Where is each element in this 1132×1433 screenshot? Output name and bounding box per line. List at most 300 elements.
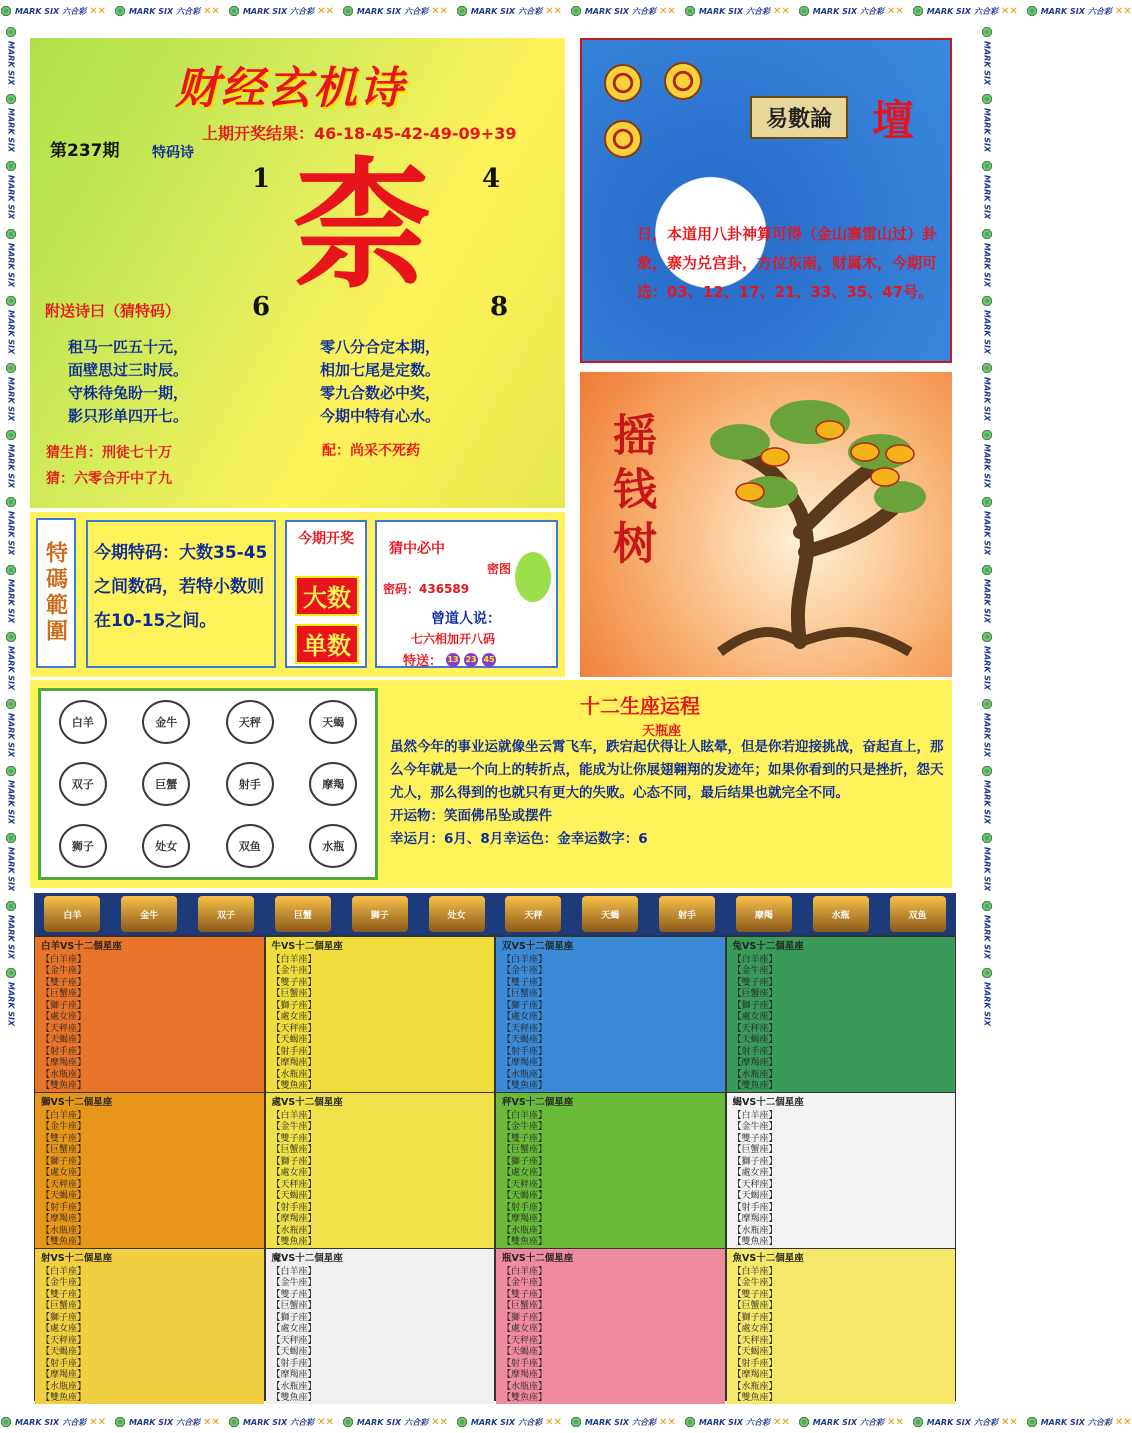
zodiac-sign-icon: 白羊 (59, 700, 107, 744)
border-logo: MARK SIX 六合彩 ✕✕ (798, 1416, 904, 1428)
panel-row: 【天蝎座】 (732, 1191, 778, 1201)
compat-panel (266, 1093, 495, 1248)
border-logo: MARK SIX (5, 160, 17, 219)
border-logo: MARK SIX 六合彩 ✕✕ (684, 5, 790, 17)
border-logo: MARK SIX (5, 295, 17, 354)
border-logo: MARK SIX 六合彩 ✕✕ (570, 5, 676, 17)
panel-row: 【巨蟹座】 (271, 1301, 317, 1311)
compat-panel (727, 1249, 956, 1404)
border-logo: MARK SIX (981, 564, 993, 623)
panel-row: 【雙子座】 (502, 1133, 548, 1144)
panel-row: 【巨蟹座】 (732, 989, 778, 999)
panel-row: 【金牛座】 (502, 966, 548, 976)
border-logo: MARK SIX (5, 26, 17, 85)
ball: 23 (464, 653, 478, 667)
panel-head: 獅VS十二個星座 (41, 1097, 113, 1108)
compat-panel (35, 1093, 264, 1248)
border-logo: MARK SIX (981, 295, 993, 354)
border-bottom (0, 1411, 1132, 1433)
panel-row: 【巨蟹座】 (502, 1301, 548, 1311)
border-logo: MARK SIX 六合彩 ✕✕ (0, 5, 106, 17)
tag-big: 大数 (295, 576, 359, 616)
panel-row: 【獅子座】 (502, 1000, 548, 1011)
panel-row: 【水瓶座】 (732, 1225, 778, 1236)
panel-row: 【射手座】 (271, 1202, 317, 1213)
panel-row: 【摩羯座】 (41, 1058, 87, 1068)
flower-icon (981, 295, 993, 307)
border-logo: MARK SIX 六合彩 ✕✕ (342, 5, 448, 17)
yishu-tan: 壇 (872, 96, 915, 145)
zodiac-icon: 巨蟹 (275, 896, 331, 932)
panel-row: 【處女座】 (271, 1324, 317, 1334)
flower-icon (981, 93, 993, 105)
flower-icon (981, 631, 993, 643)
flower-icon (456, 5, 468, 17)
zodiac-sign-icon: 双子 (59, 762, 107, 806)
border-logo: MARK SIX (981, 160, 993, 219)
open-box (285, 520, 367, 668)
panel-row: 【天蝎座】 (502, 1035, 548, 1045)
number-1: 1 (252, 164, 271, 194)
border-logo: MARK SIX 六合彩 ✕✕ (1026, 1416, 1132, 1428)
zodiac-icon: 摩羯 (736, 896, 792, 932)
panel-row: 【雙子座】 (732, 1133, 778, 1144)
flower-icon (5, 362, 17, 374)
flower-icon (981, 429, 993, 441)
panel-row: 【摩羯座】 (271, 1058, 317, 1068)
panel-row: 【雙子座】 (732, 1289, 778, 1300)
secret-seal-icon (515, 552, 551, 602)
compat-panel (266, 937, 495, 1092)
panel-head: 秤VS十二個星座 (502, 1097, 574, 1108)
zodiac-icon: 水瓶 (813, 896, 869, 932)
panel-head: 蝎VS十二個星座 (732, 1097, 804, 1108)
panel-head: 處VS十二個星座 (271, 1097, 343, 1108)
border-logo: MARK SIX (981, 93, 993, 152)
panel-row: 【天秤座】 (41, 1023, 87, 1034)
panel-row: 【雙子座】 (271, 1289, 317, 1300)
panel-row: 【獅子座】 (41, 1156, 87, 1167)
flower-icon (342, 1416, 354, 1428)
panel-row: 【天秤座】 (732, 1179, 778, 1190)
panel-row: 【天蝎座】 (732, 1347, 778, 1357)
border-logo: MARK SIX (5, 900, 17, 959)
panel-row: 【雙子座】 (41, 977, 87, 988)
flower-icon (981, 228, 993, 240)
compat-panel (727, 1093, 956, 1248)
flower-icon (0, 5, 12, 17)
zodiac-sign-icon: 天秤 (226, 700, 274, 744)
panel-row: 【水瓶座】 (732, 1069, 778, 1080)
panel-row: 【雙子座】 (271, 1133, 317, 1144)
panel-row: 【天秤座】 (502, 1179, 548, 1190)
flower-icon (981, 160, 993, 172)
poem-title: 财经玄机诗 (175, 63, 405, 114)
panel-row: 【金牛座】 (41, 1122, 87, 1132)
panel-row: 【白羊座】 (271, 954, 317, 965)
flower-icon (5, 93, 17, 105)
panel-head: 兔VS十二個星座 (732, 941, 804, 952)
flower-icon (5, 295, 17, 307)
panel-row: 【巨蟹座】 (41, 989, 87, 999)
panel-row: 【天蝎座】 (41, 1191, 87, 1201)
panel-row: 【巨蟹座】 (41, 1301, 87, 1311)
panel-row: 【雙魚座】 (732, 1393, 778, 1403)
compat-panel (727, 937, 956, 1092)
border-logo: MARK SIX (981, 429, 993, 488)
panel-row: 【處女座】 (502, 1012, 548, 1022)
compat-panel (266, 1249, 495, 1404)
panel-row: 【處女座】 (732, 1012, 778, 1022)
panel-row: 【射手座】 (502, 1046, 548, 1057)
verse-left: 租马一匹五十元， 面壁思过三时辰。 守株待兔盼一期， 影只形单四开七。 (68, 338, 189, 425)
panel-row: 【天秤座】 (271, 1179, 317, 1190)
panel-row: 【處女座】 (732, 1168, 778, 1178)
panel-row: 【天秤座】 (41, 1179, 87, 1190)
zodiac-sign-icon: 射手 (226, 762, 274, 806)
flower-icon (981, 564, 993, 576)
panel-row: 【巨蟹座】 (502, 1145, 548, 1155)
panel-row: 【摩羯座】 (41, 1214, 87, 1224)
panel-row: 【處女座】 (41, 1012, 87, 1022)
panel-row: 【水瓶座】 (732, 1381, 778, 1392)
panel-head: 魚VS十二個星座 (732, 1253, 804, 1264)
coin-icon (664, 62, 702, 100)
border-logo: MARK SIX 六合彩 ✕✕ (798, 5, 904, 17)
panel-row: 【金牛座】 (732, 966, 778, 976)
panel-row: 【摩羯座】 (502, 1370, 548, 1380)
border-logo: MARK SIX 六合彩 ✕✕ (684, 1416, 790, 1428)
zodiac-body: 虽然今年的事业运就像坐云霄飞车，跌宕起伏得让人眩晕，但是你若迎接挑战，奋起直上，那么今年就是一个向上的转折点，能成为让你展翅翱翔的发迹年；如果你看到的只是挫折，怨天尤人，那么得到的也就只有更大的失败。心态不同，最后结果也就完全不同。 开运物：笑面佛吊坠或摆件 幸运月：6月、8月幸运色：金幸运数字：6 (390, 739, 944, 847)
panel-row: 【射手座】 (271, 1046, 317, 1057)
panel-row: 【雙魚座】 (732, 1237, 778, 1247)
border-logo: MARK SIX (5, 765, 17, 824)
border-left (0, 22, 22, 1411)
panel-row: 【摩羯座】 (732, 1214, 778, 1224)
money-tree-panel (580, 372, 952, 677)
panel-row: 【水瓶座】 (41, 1225, 87, 1236)
flower-icon (5, 631, 17, 643)
panel-row: 【巨蟹座】 (271, 989, 317, 999)
panel-row: 【摩羯座】 (271, 1214, 317, 1224)
border-logo: MARK SIX (5, 362, 17, 421)
panel-row: 【天蝎座】 (271, 1191, 317, 1201)
panel-row: 【金牛座】 (271, 1122, 317, 1132)
panel-row: 【金牛座】 (502, 1278, 548, 1288)
panel-row: 【雙魚座】 (271, 1081, 317, 1091)
number-6: 6 (252, 292, 271, 322)
border-logo: MARK SIX (981, 900, 993, 959)
flower-icon (798, 5, 810, 17)
panel-row: 【獅子座】 (41, 1312, 87, 1323)
panel-head: 射VS十二個星座 (41, 1253, 113, 1264)
flower-icon (981, 496, 993, 508)
border-logo: MARK SIX (981, 698, 993, 757)
panel-row: 【獅子座】 (732, 1000, 778, 1011)
panel-row: 【雙魚座】 (502, 1081, 548, 1091)
zodiac-sign-icon: 摩羯 (309, 762, 357, 806)
panel-row: 【獅子座】 (271, 1156, 317, 1167)
panel-row: 【摩羯座】 (732, 1370, 778, 1380)
panel-row: 【水瓶座】 (271, 1381, 317, 1392)
panel-row: 【天蝎座】 (41, 1347, 87, 1357)
panel-head: 魔VS十二個星座 (271, 1253, 343, 1264)
money-tree-icon (680, 382, 940, 662)
open-title: 今期开奖 (298, 531, 354, 547)
panel-row: 【白羊座】 (271, 1110, 317, 1121)
flower-icon (114, 1416, 126, 1428)
range-text: 今期特码：大数35-45之间数码，若特小数则在10-15之间。 (86, 520, 276, 668)
panel-row: 【天蝎座】 (271, 1347, 317, 1357)
panel-row: 【雙魚座】 (41, 1081, 87, 1091)
flower-icon (5, 496, 17, 508)
compat-panel (35, 937, 264, 1092)
panel-row: 【雙子座】 (502, 977, 548, 988)
flower-icon (456, 1416, 468, 1428)
panel-row: 【獅子座】 (502, 1312, 548, 1323)
tag-odd: 单数 (295, 624, 359, 664)
border-logo: MARK SIX (5, 429, 17, 488)
panel-head: 瓶VS十二個星座 (502, 1253, 574, 1264)
panel-row: 【水瓶座】 (271, 1069, 317, 1080)
panel-row: 【處女座】 (271, 1168, 317, 1178)
zodiac-sign-icon: 巨蟹 (142, 762, 190, 806)
panel-row: 【天蝎座】 (502, 1347, 548, 1357)
panel-row: 【白羊座】 (502, 1110, 548, 1121)
flower-icon (5, 765, 17, 777)
border-logo: MARK SIX (5, 832, 17, 891)
coin-icon (604, 120, 642, 158)
panel-head: 双VS十二個星座 (502, 941, 574, 952)
panel-row: 【雙子座】 (732, 977, 778, 988)
panel-row: 【雙子座】 (41, 1133, 87, 1144)
panel-row: 【雙魚座】 (271, 1237, 317, 1247)
flower-icon (342, 5, 354, 17)
zodiac-sign-icon: 处女 (142, 824, 190, 868)
last-result: 上期开奖结果：46-18-45-42-49-09+39 (202, 124, 517, 143)
panel-row: 【白羊座】 (732, 954, 778, 965)
yishu-title: 易數論 (750, 96, 848, 139)
compat-panel (496, 1093, 725, 1248)
panel-row: 【巨蟹座】 (41, 1145, 87, 1155)
zodiac-icon: 射手 (659, 896, 715, 932)
flower-icon (5, 429, 17, 441)
border-logo: MARK SIX 六合彩 ✕✕ (912, 1416, 1018, 1428)
zodiac-icon: 白羊 (44, 896, 100, 932)
special-numbers: 特送： 13 23 45 (403, 654, 495, 669)
flower-icon (1026, 5, 1038, 17)
panel-row: 【雙子座】 (502, 1289, 548, 1300)
panel-row: 【天秤座】 (271, 1335, 317, 1346)
panel-row: 【天蝎座】 (271, 1035, 317, 1045)
border-logo: MARK SIX (981, 631, 993, 690)
panel-row: 【天蝎座】 (41, 1035, 87, 1045)
flower-icon (981, 765, 993, 777)
border-logo: MARK SIX (5, 967, 17, 1026)
panel-row: 【射手座】 (732, 1202, 778, 1213)
zodiac-icon: 双子 (198, 896, 254, 932)
panel-row: 【白羊座】 (41, 954, 87, 965)
flower-icon (5, 900, 17, 912)
border-logo: MARK SIX 六合彩 ✕✕ (342, 1416, 448, 1428)
panel-row: 【水瓶座】 (41, 1069, 87, 1080)
border-top (0, 0, 1132, 22)
panel-row: 【雙子座】 (41, 1289, 87, 1300)
poem-panel (30, 38, 565, 508)
flower-icon (5, 564, 17, 576)
panel-row: 【摩羯座】 (271, 1370, 317, 1380)
zodiac-icon: 处女 (429, 896, 485, 932)
yishu-text: 日，本道用八卦神算可得（金山寨雷山过）卦象，寨为兑宫卦，方位东南，财属木，今期可选：03、12、17、21、33、35、47号。 (637, 225, 938, 301)
panel-row: 【摩羯座】 (732, 1058, 778, 1068)
panel-row: 【獅子座】 (732, 1156, 778, 1167)
zodiac-icon: 天秤 (505, 896, 561, 932)
zodiac-sign-icon: 水瓶 (309, 824, 357, 868)
panel-row: 【射手座】 (271, 1358, 317, 1369)
say-text: 七六相加开八码 (411, 632, 496, 646)
border-right (976, 22, 998, 1411)
zodiac-icon: 金牛 (121, 896, 177, 932)
panel-row: 【處女座】 (41, 1324, 87, 1334)
zodiac-sign-icon: 金牛 (142, 700, 190, 744)
panel-row: 【處女座】 (41, 1168, 87, 1178)
tree-title: 摇钱树 (605, 412, 656, 574)
flower-icon (5, 228, 17, 240)
border-logo: MARK SIX (5, 698, 17, 757)
flower-icon (684, 5, 696, 17)
panel-row: 【金牛座】 (732, 1122, 778, 1132)
border-logo: MARK SIX 六合彩 ✕✕ (114, 1416, 220, 1428)
panel-row: 【獅子座】 (502, 1156, 548, 1167)
panel-row: 【天蝎座】 (502, 1191, 548, 1201)
flower-icon (981, 698, 993, 710)
number-8: 8 (490, 292, 509, 322)
big-character: 柰 (292, 144, 433, 308)
zodiac-icon: 天蝎 (582, 896, 638, 932)
panel-row: 【處女座】 (502, 1168, 548, 1178)
ball: 13 (446, 653, 460, 667)
flower-icon (228, 5, 240, 17)
panel-row: 【金牛座】 (271, 966, 317, 976)
zodiac-title: 十二生座运程 (580, 694, 700, 718)
panel-row: 【金牛座】 (502, 1122, 548, 1132)
border-logo: MARK SIX 六合彩 ✕✕ (228, 5, 334, 17)
zodiac-icon: 双鱼 (890, 896, 946, 932)
border-logo: MARK SIX (5, 496, 17, 555)
panel-row: 【水瓶座】 (271, 1225, 317, 1236)
panel-row: 【白羊座】 (732, 1110, 778, 1121)
panel-row: 【雙魚座】 (41, 1237, 87, 1247)
panel-row: 【雙魚座】 (502, 1237, 548, 1247)
border-logo: MARK SIX (5, 228, 17, 287)
panel-row: 【水瓶座】 (502, 1381, 548, 1392)
flower-icon (912, 5, 924, 17)
border-logo: MARK SIX (981, 765, 993, 824)
period-number: 第237期 (50, 141, 120, 161)
border-logo: MARK SIX 六合彩 ✕✕ (912, 5, 1018, 17)
panel-row: 【射手座】 (732, 1046, 778, 1057)
flower-icon (5, 832, 17, 844)
flower-icon (570, 1416, 582, 1428)
flower-icon (981, 832, 993, 844)
border-logo: MARK SIX (5, 631, 17, 690)
border-logo: MARK SIX (981, 362, 993, 421)
panel-row: 【巨蟹座】 (732, 1301, 778, 1311)
panel-row: 【白羊座】 (502, 954, 548, 965)
zodiac-panel (30, 680, 952, 888)
border-logo: MARK SIX (981, 967, 993, 1026)
gift-label: 附送诗曰（猜特码） (45, 302, 181, 320)
panel-row: 【雙魚座】 (732, 1081, 778, 1091)
border-logo: MARK SIX 六合彩 ✕✕ (0, 1416, 106, 1428)
verse-right: 零八分合定本期， 相加七尾是定数。 零九合数必中奖， 今期中特有心水。 (320, 338, 441, 425)
ball: 45 (482, 653, 496, 667)
panel-row: 【雙魚座】 (502, 1393, 548, 1403)
border-logo: MARK SIX (981, 26, 993, 85)
zodiac-sign-icon: 双鱼 (226, 824, 274, 868)
zodiac-sign: 天瓶座 (642, 724, 682, 739)
border-logo: MARK SIX 六合彩 ✕✕ (1026, 5, 1132, 17)
zodiac-sign-icon: 天蝎 (309, 700, 357, 744)
border-logo: MARK SIX (981, 832, 993, 891)
panel-row: 【摩羯座】 (41, 1370, 87, 1380)
panel-row: 【射手座】 (41, 1202, 87, 1213)
panel-row: 【天秤座】 (732, 1335, 778, 1346)
flower-icon (0, 1416, 12, 1428)
coin-icon (604, 64, 642, 102)
panel-head: 牛VS十二個星座 (271, 941, 343, 952)
panel-head: 白羊VS十二個星座 (41, 941, 122, 952)
panel-row: 【雙魚座】 (271, 1393, 317, 1403)
panel-row: 【射手座】 (41, 1358, 87, 1369)
panel-row: 【白羊座】 (271, 1266, 317, 1277)
sheng-1: 猜生肖：刑徒七十万 (46, 445, 172, 461)
say-label: 曾道人说： (431, 611, 501, 627)
range-title: 特碼範圍 (36, 518, 76, 668)
panel-row: 【射手座】 (502, 1358, 548, 1369)
panel-row: 【摩羯座】 (502, 1058, 548, 1068)
prediction-panel (30, 512, 565, 677)
panel-row: 【天秤座】 (502, 1335, 548, 1346)
panel-row: 【天蝎座】 (732, 1035, 778, 1045)
zodiac-sign-icon: 狮子 (59, 824, 107, 868)
border-logo: MARK SIX 六合彩 ✕✕ (456, 1416, 562, 1428)
panel-row: 【白羊座】 (41, 1266, 87, 1277)
panel-row: 【巨蟹座】 (502, 989, 548, 999)
border-logo: MARK SIX 六合彩 ✕✕ (228, 1416, 334, 1428)
flower-icon (5, 26, 17, 38)
yishu-panel (580, 38, 952, 363)
flower-icon (684, 1416, 696, 1428)
panel-row: 【金牛座】 (271, 1278, 317, 1288)
panel-row: 【處女座】 (271, 1012, 317, 1022)
flower-icon (5, 967, 17, 979)
panel-row: 【白羊座】 (41, 1110, 87, 1121)
panel-row: 【天秤座】 (271, 1023, 317, 1034)
panel-row: 【獅子座】 (41, 1000, 87, 1011)
pei-text: 配：尚采不死药 (322, 443, 420, 459)
panel-row: 【射手座】 (41, 1046, 87, 1057)
panel-row: 【水瓶座】 (502, 1225, 548, 1236)
panel-row: 【射手座】 (502, 1202, 548, 1213)
flower-icon (5, 698, 17, 710)
border-logo: MARK SIX (5, 93, 17, 152)
secret-code: 密码：436589 (383, 582, 470, 596)
panel-row: 【處女座】 (732, 1324, 778, 1334)
panel-row: 【天秤座】 (732, 1023, 778, 1034)
compatibility-grid (34, 893, 956, 1401)
flower-icon (981, 362, 993, 374)
